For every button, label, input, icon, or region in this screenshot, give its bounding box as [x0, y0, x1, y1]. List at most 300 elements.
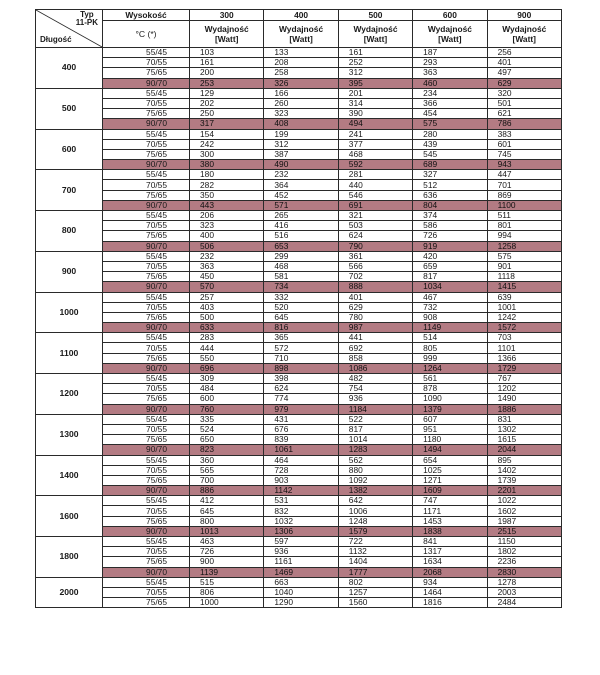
output-value-cell: 516 [264, 231, 338, 241]
table-row [36, 170, 562, 180]
output-value-cell: 400 [190, 231, 264, 241]
output-value-cell: 321 [338, 211, 412, 221]
output-value-cell: 562 [338, 455, 412, 465]
temperature-cell: 90/70 [103, 119, 190, 129]
output-value-cell: 1161 [264, 557, 338, 567]
output-value-cell: 2515 [487, 526, 561, 536]
output-value-cell: 497 [487, 68, 561, 78]
table-row [36, 251, 562, 261]
length-cell: 1200 [36, 374, 103, 415]
table-row [36, 587, 562, 597]
temperature-cell: 75/65 [103, 231, 190, 241]
table-row [36, 486, 562, 496]
output-value-cell: 501 [487, 98, 561, 108]
output-header: Wydajność [Watt] [264, 21, 338, 48]
temperature-cell: 70/55 [103, 58, 190, 68]
output-value-cell: 908 [413, 312, 487, 322]
output-value-cell: 624 [264, 384, 338, 394]
temperature-cell: 90/70 [103, 160, 190, 170]
output-value-cell: 645 [190, 506, 264, 516]
table-row [36, 282, 562, 292]
height-label: Wysokość [103, 10, 190, 21]
output-value-cell: 154 [190, 129, 264, 139]
output-value-cell: 1290 [264, 598, 338, 608]
output-value-cell: 747 [413, 496, 487, 506]
table-row [36, 129, 562, 139]
output-value-cell: 103 [190, 48, 264, 58]
output-value-cell: 443 [190, 200, 264, 210]
table-row [36, 496, 562, 506]
output-value-cell: 774 [264, 394, 338, 404]
output-value-cell: 260 [264, 98, 338, 108]
output-value-cell: 522 [338, 414, 412, 424]
output-value-cell: 745 [487, 149, 561, 159]
output-value-cell: 831 [487, 414, 561, 424]
output-value-cell: 1132 [338, 547, 412, 557]
output-value-cell: 571 [264, 200, 338, 210]
table-row [36, 149, 562, 159]
output-value-cell: 467 [413, 292, 487, 302]
output-value-cell: 1000 [190, 598, 264, 608]
table-row [36, 343, 562, 353]
length-cell: 1000 [36, 292, 103, 333]
output-value-cell: 629 [338, 302, 412, 312]
temperature-cell: 75/65 [103, 312, 190, 322]
temperature-cell: 70/55 [103, 221, 190, 231]
output-value-cell: 903 [264, 475, 338, 485]
output-value-cell: 2484 [487, 598, 561, 608]
temperature-cell: 75/65 [103, 109, 190, 119]
output-value-cell: 201 [338, 88, 412, 98]
output-value-cell: 878 [413, 384, 487, 394]
output-value-cell: 439 [413, 139, 487, 149]
output-value-cell: 1025 [413, 465, 487, 475]
output-value-cell: 728 [264, 465, 338, 475]
output-value-cell: 703 [487, 333, 561, 343]
output-value-cell: 452 [264, 190, 338, 200]
temperature-cell: 75/65 [103, 475, 190, 485]
height-400: 400 [264, 10, 338, 21]
output-value-cell: 575 [487, 251, 561, 261]
output-value-cell: 390 [338, 109, 412, 119]
output-value-cell: 500 [190, 312, 264, 322]
output-value-cell: 1494 [413, 445, 487, 455]
table-row [36, 567, 562, 577]
output-value-cell: 1013 [190, 526, 264, 536]
temperature-cell: 70/55 [103, 465, 190, 475]
table-row [36, 374, 562, 384]
output-value-cell: 1271 [413, 475, 487, 485]
table-row [36, 292, 562, 302]
output-value-cell: 1242 [487, 312, 561, 322]
table-row [36, 261, 562, 271]
output-value-cell: 689 [413, 160, 487, 170]
output-value-cell: 332 [264, 292, 338, 302]
output-value-cell: 1006 [338, 506, 412, 516]
output-value-cell: 206 [190, 211, 264, 221]
radiator-output-table [35, 9, 562, 608]
output-value-cell: 1382 [338, 486, 412, 496]
output-value-cell: 805 [413, 343, 487, 353]
output-value-cell: 161 [338, 48, 412, 58]
output-value-cell: 447 [487, 170, 561, 180]
output-value-cell: 575 [413, 119, 487, 129]
output-value-cell: 999 [413, 353, 487, 363]
output-value-cell: 494 [338, 119, 412, 129]
output-value-cell: 1729 [487, 363, 561, 373]
output-value-cell: 734 [264, 282, 338, 292]
output-value-cell: 281 [338, 170, 412, 180]
output-value-cell: 780 [338, 312, 412, 322]
length-cell: 700 [36, 170, 103, 211]
length-cell: 600 [36, 129, 103, 170]
temperature-cell: 70/55 [103, 587, 190, 597]
table-row [36, 465, 562, 475]
output-value-cell: 208 [264, 58, 338, 68]
output-value-cell: 1032 [264, 516, 338, 526]
output-value-cell: 801 [487, 221, 561, 231]
length-cell: 1100 [36, 333, 103, 374]
length-cell: 1400 [36, 455, 103, 496]
table-row [36, 506, 562, 516]
output-value-cell: 601 [487, 139, 561, 149]
output-value-cell: 566 [338, 261, 412, 271]
output-value-cell: 241 [338, 129, 412, 139]
output-value-cell: 639 [487, 292, 561, 302]
output-value-cell: 460 [413, 78, 487, 88]
table-row [36, 333, 562, 343]
temperature-cell: 90/70 [103, 486, 190, 496]
output-value-cell: 1415 [487, 282, 561, 292]
table-row [36, 526, 562, 536]
output-value-cell: 511 [487, 211, 561, 221]
output-value-cell: 300 [190, 149, 264, 159]
output-value-cell: 1101 [487, 343, 561, 353]
output-value-cell: 886 [190, 486, 264, 496]
output-value-cell: 380 [190, 160, 264, 170]
type-label: Typ 11-PK [75, 10, 98, 27]
output-value-cell: 482 [338, 374, 412, 384]
output-value-cell: 629 [487, 78, 561, 88]
output-value-cell: 420 [413, 251, 487, 261]
temperature-cell: 90/70 [103, 445, 190, 455]
output-value-cell: 592 [338, 160, 412, 170]
output-value-cell: 258 [264, 68, 338, 78]
output-value-cell: 1022 [487, 496, 561, 506]
output-value-cell: 1090 [413, 394, 487, 404]
output-value-cell: 265 [264, 211, 338, 221]
output-value-cell: 1086 [338, 363, 412, 373]
table-row [36, 557, 562, 567]
output-value-cell: 722 [338, 537, 412, 547]
output-value-cell: 800 [190, 516, 264, 526]
output-value-cell: 934 [413, 577, 487, 587]
output-value-cell: 645 [264, 312, 338, 322]
output-value-cell: 1404 [338, 557, 412, 567]
output-value-cell: 1560 [338, 598, 412, 608]
output-value-cell: 642 [338, 496, 412, 506]
table-row [36, 404, 562, 414]
table-row [36, 139, 562, 149]
output-value-cell: 1100 [487, 200, 561, 210]
output-value-cell: 317 [190, 119, 264, 129]
output-value-cell: 1572 [487, 323, 561, 333]
output-value-cell: 514 [413, 333, 487, 343]
table-row [36, 414, 562, 424]
output-value-cell: 816 [264, 323, 338, 333]
output-value-cell: 832 [264, 506, 338, 516]
temperature-cell: 75/65 [103, 516, 190, 526]
temperature-cell: 90/70 [103, 282, 190, 292]
output-value-cell: 545 [413, 149, 487, 159]
output-value-cell: 416 [264, 221, 338, 231]
output-value-cell: 692 [338, 343, 412, 353]
height-900: 900 [487, 10, 561, 21]
output-value-cell: 1602 [487, 506, 561, 516]
table-row [36, 323, 562, 333]
output-value-cell: 900 [190, 557, 264, 567]
temperature-cell: 75/65 [103, 435, 190, 445]
output-value-cell: 335 [190, 414, 264, 424]
output-value-cell: 524 [190, 424, 264, 434]
output-value-cell: 520 [264, 302, 338, 312]
output-value-cell: 700 [190, 475, 264, 485]
output-value-cell: 257 [190, 292, 264, 302]
table-row [36, 160, 562, 170]
output-value-cell: 790 [338, 241, 412, 251]
output-value-cell: 2236 [487, 557, 561, 567]
output-value-cell: 468 [338, 149, 412, 159]
output-value-cell: 2068 [413, 567, 487, 577]
height-600: 600 [413, 10, 487, 21]
output-value-cell: 1257 [338, 587, 412, 597]
output-value-cell: 365 [264, 333, 338, 343]
output-value-cell: 754 [338, 384, 412, 394]
output-value-cell: 283 [190, 333, 264, 343]
temperature-cell: 70/55 [103, 343, 190, 353]
output-value-cell: 490 [264, 160, 338, 170]
output-value-cell: 691 [338, 200, 412, 210]
table-row [36, 537, 562, 547]
height-500: 500 [338, 10, 412, 21]
output-value-cell: 363 [190, 261, 264, 271]
output-value-cell: 858 [338, 353, 412, 363]
output-value-cell: 166 [264, 88, 338, 98]
output-header: Wydajność [Watt] [413, 21, 487, 48]
length-cell: 900 [36, 251, 103, 292]
temperature-cell: 70/55 [103, 139, 190, 149]
output-value-cell: 512 [413, 180, 487, 190]
output-value-cell: 463 [190, 537, 264, 547]
temperature-cell: 70/55 [103, 261, 190, 271]
temperature-cell: 90/70 [103, 323, 190, 333]
table-row [36, 353, 562, 363]
output-value-cell: 454 [413, 109, 487, 119]
output-value-cell: 133 [264, 48, 338, 58]
output-value-cell: 282 [190, 180, 264, 190]
output-value-cell: 484 [190, 384, 264, 394]
output-value-cell: 515 [190, 577, 264, 587]
output-value-cell: 1264 [413, 363, 487, 373]
output-value-cell: 732 [413, 302, 487, 312]
output-value-cell: 1777 [338, 567, 412, 577]
table-row [36, 221, 562, 231]
output-value-cell: 702 [338, 272, 412, 282]
temperature-cell: 90/70 [103, 526, 190, 536]
output-value-cell: 398 [264, 374, 338, 384]
output-value-cell: 1987 [487, 516, 561, 526]
table-row [36, 78, 562, 88]
output-value-cell: 1034 [413, 282, 487, 292]
output-value-cell: 550 [190, 353, 264, 363]
table-row [36, 394, 562, 404]
output-value-cell: 387 [264, 149, 338, 159]
table-row [36, 200, 562, 210]
output-value-cell: 253 [190, 78, 264, 88]
output-value-cell: 252 [338, 58, 412, 68]
output-value-cell: 199 [264, 129, 338, 139]
output-value-cell: 1302 [487, 424, 561, 434]
output-value-cell: 1609 [413, 486, 487, 496]
output-value-cell: 823 [190, 445, 264, 455]
output-value-cell: 1838 [413, 526, 487, 536]
output-value-cell: 1802 [487, 547, 561, 557]
output-value-cell: 320 [487, 88, 561, 98]
table-row [36, 68, 562, 78]
output-value-cell: 202 [190, 98, 264, 108]
output-value-cell: 624 [338, 231, 412, 241]
output-value-cell: 653 [264, 241, 338, 251]
temperature-cell: 55/45 [103, 170, 190, 180]
table-row [36, 58, 562, 68]
table-row [36, 435, 562, 445]
output-value-cell: 1615 [487, 435, 561, 445]
output-value-cell: 187 [413, 48, 487, 58]
length-cell: 500 [36, 88, 103, 129]
output-value-cell: 726 [413, 231, 487, 241]
output-value-cell: 361 [338, 251, 412, 261]
output-value-cell: 1258 [487, 241, 561, 251]
output-value-cell: 374 [413, 211, 487, 221]
output-value-cell: 943 [487, 160, 561, 170]
temperature-cell: 90/70 [103, 78, 190, 88]
output-value-cell: 299 [264, 251, 338, 261]
output-value-cell: 242 [190, 139, 264, 149]
output-value-cell: 250 [190, 109, 264, 119]
output-value-cell: 366 [413, 98, 487, 108]
output-value-cell: 2201 [487, 486, 561, 496]
length-cell: 2000 [36, 577, 103, 607]
output-value-cell: 401 [487, 58, 561, 68]
output-header: Wydajność [Watt] [338, 21, 412, 48]
output-value-cell: 895 [487, 455, 561, 465]
output-value-cell: 1469 [264, 567, 338, 577]
output-value-cell: 468 [264, 261, 338, 271]
output-value-cell: 817 [413, 272, 487, 282]
output-value-cell: 802 [338, 577, 412, 587]
output-value-cell: 701 [487, 180, 561, 190]
output-value-cell: 607 [413, 414, 487, 424]
output-value-cell: 621 [487, 109, 561, 119]
output-value-cell: 654 [413, 455, 487, 465]
output-value-cell: 1040 [264, 587, 338, 597]
output-value-cell: 586 [413, 221, 487, 231]
output-value-cell: 880 [338, 465, 412, 475]
output-value-cell: 314 [338, 98, 412, 108]
output-value-cell: 1453 [413, 516, 487, 526]
temperature-cell: 75/65 [103, 149, 190, 159]
temperature-cell: 55/45 [103, 211, 190, 221]
header-row-units [36, 21, 562, 48]
output-value-cell: 1061 [264, 445, 338, 455]
output-value-cell: 293 [413, 58, 487, 68]
table-row [36, 424, 562, 434]
output-value-cell: 309 [190, 374, 264, 384]
output-value-cell: 951 [413, 424, 487, 434]
height-300: 300 [190, 10, 264, 21]
output-value-cell: 936 [338, 394, 412, 404]
output-value-cell: 1379 [413, 404, 487, 414]
output-value-cell: 570 [190, 282, 264, 292]
corner-header-cell [36, 10, 103, 48]
temperature-cell: 55/45 [103, 374, 190, 384]
table-row [36, 547, 562, 557]
output-value-cell: 1283 [338, 445, 412, 455]
output-value-cell: 888 [338, 282, 412, 292]
output-value-cell: 232 [264, 170, 338, 180]
output-value-cell: 1150 [487, 537, 561, 547]
length-cell: 800 [36, 211, 103, 252]
output-value-cell: 1490 [487, 394, 561, 404]
temperature-cell: 55/45 [103, 333, 190, 343]
table-row [36, 88, 562, 98]
output-value-cell: 1306 [264, 526, 338, 536]
output-value-cell: 161 [190, 58, 264, 68]
output-value-cell: 326 [264, 78, 338, 88]
output-value-cell: 650 [190, 435, 264, 445]
output-value-cell: 327 [413, 170, 487, 180]
output-value-cell: 1149 [413, 323, 487, 333]
output-value-cell: 841 [413, 537, 487, 547]
output-value-cell: 256 [487, 48, 561, 58]
table-row [36, 302, 562, 312]
output-value-cell: 1184 [338, 404, 412, 414]
output-value-cell: 323 [264, 109, 338, 119]
output-value-cell: 450 [190, 272, 264, 282]
output-value-cell: 1171 [413, 506, 487, 516]
output-value-cell: 1464 [413, 587, 487, 597]
output-value-cell: 444 [190, 343, 264, 353]
temperature-cell: 75/65 [103, 272, 190, 282]
output-value-cell: 408 [264, 119, 338, 129]
output-value-cell: 1816 [413, 598, 487, 608]
table-row [36, 109, 562, 119]
table-body [36, 48, 562, 608]
output-value-cell: 364 [264, 180, 338, 190]
output-value-cell: 464 [264, 455, 338, 465]
temperature-cell: 55/45 [103, 251, 190, 261]
output-value-cell: 901 [487, 261, 561, 271]
output-value-cell: 377 [338, 139, 412, 149]
temperature-cell: 55/45 [103, 129, 190, 139]
output-value-cell: 987 [338, 323, 412, 333]
output-value-cell: 572 [264, 343, 338, 353]
output-value-cell: 503 [338, 221, 412, 231]
temperature-cell: 90/70 [103, 404, 190, 414]
output-value-cell: 401 [338, 292, 412, 302]
output-value-cell: 1739 [487, 475, 561, 485]
output-value-cell: 1248 [338, 516, 412, 526]
